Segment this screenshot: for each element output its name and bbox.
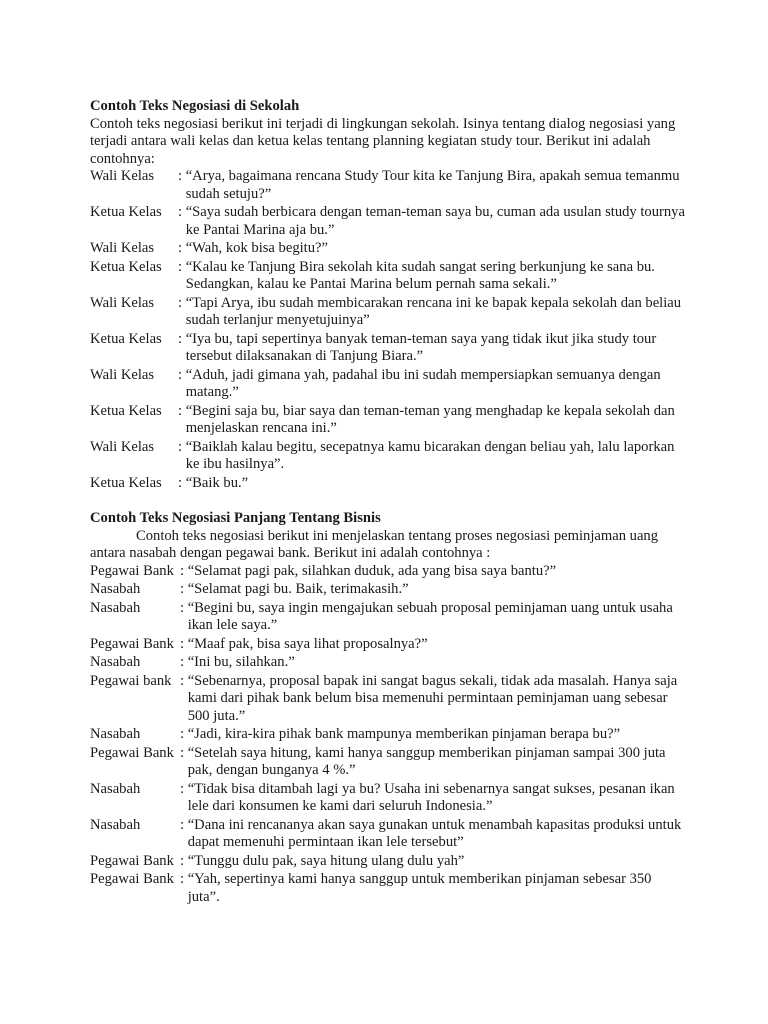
dialogue-text: “Iya bu, tapi sepertinya banyak teman-teman saya yang tidak ikut jika study tour tersebut dilaksanakan di Tanjung Biara.” [185, 330, 657, 364]
dialogue-text: “Sebenarnya, proposal bapak ini sangat bagus sekali, tidak ada masalah. Hanya saja kami dari pihak bank belum bisa memenuhi permintaan peminjaman uang sebesar 500 juta.” [187, 672, 678, 724]
dialogue-line: Nasabah : “Dana ini rencananya akan saya gunakan untuk menambah kapasitas produksi untuk dapat memenuhi permintaan ikan lele tersebut” [90, 817, 686, 852]
dialogue-line: Pegawai bank : “Sebenarnya, proposal bapak ini sangat bagus sekali, tidak ada masalah. Hanya saja kami dari pihak bank belum bisa memenuhi permintaan peminjaman uang sebesar 500 juta.” [90, 673, 686, 726]
dialogue-text: “Arya, bagaimana rencana Study Tour kita ke Tanjung Bira, apakah semua temanmu sudah setuju?” [185, 168, 680, 202]
dialogue-text: “Tidak bisa ditambah lagi ya bu? Usaha ini sebenarnya sangat sukses, pesanan ikan lele dari konsumen ke kami dari seluruh Indonesia.” [187, 780, 675, 814]
dialogue-text: “Selamat pagi bu. Baik, terimakasih.” [187, 581, 409, 597]
speaker-name: Wali Kelas [90, 366, 155, 383]
dialogue-line: Wali Kelas : “Baiklah kalau begitu, secepatnya kamu bicarakan dengan beliau yah, lalu laporkan ke ibu hasilnya”. [90, 439, 686, 474]
dialogue-text: “Tunggu dulu pak, saya hitung ulang dulu yah” [187, 852, 465, 869]
speaker-name: Wali Kelas [90, 240, 155, 256]
speaker-name: Wali Kelas [90, 168, 155, 184]
speaker-name: Nasabah [90, 581, 141, 597]
document-page [90, 98, 686, 907]
dialogue-line: Pegawai Bank : “Setelah saya hitung, kami hanya sanggup memberikan pinjaman sampai 300 juta pak, dengan bunganya 4 %.” [90, 745, 686, 780]
dialogue-text: “Saya sudah berbicara dengan teman-teman saya bu, cuman ada usulan study tournya ke Pantai Marina aja bu.” [185, 204, 685, 238]
dialogue-list [90, 168, 686, 493]
dialogue-text: “Jadi, kira-kira pihak bank mampunya memberikan pinjaman berapa bu?” [187, 726, 621, 742]
section-school-negotiation [90, 98, 686, 493]
speaker-name: Wali Kelas [90, 294, 155, 311]
dialogue-text: “Baiklah kalau begitu, secepatnya kamu bicarakan dengan beliau yah, lalu laporkan ke ibu hasilnya”. [185, 438, 675, 472]
speaker-name: Nasabah [90, 726, 141, 742]
dialogue-text: “Aduh, jadi gimana yah, padahal ibu ini sudah mempersiapkan semuanya dengan matang.” [185, 366, 661, 400]
dialogue-text: “Begini bu, saya ingin mengajukan sebuah proposal peminjaman uang untuk usaha ikan lele saya.” [187, 599, 673, 633]
dialogue-line: Nasabah : “Jadi, kira-kira pihak bank mampunya memberikan pinjaman berapa bu?” [90, 726, 686, 744]
dialogue-line: Nasabah : “Begini bu, saya ingin mengajukan sebuah proposal peminjaman uang untuk usaha ikan lele saya.” [90, 600, 686, 635]
dialogue-line: Nasabah : “Tidak bisa ditambah lagi ya bu? Usaha ini sebenarnya sangat sukses, pesanan ikan lele dari konsumen ke kami dari seluruh Indonesia.” [90, 781, 686, 816]
speaker-name: Pegawai Bank [90, 744, 174, 761]
dialogue-line: Pegawai Bank : “Selamat pagi pak, silahkan duduk, ada yang bisa saya bantu?” [90, 563, 686, 581]
dialogue-line: Pegawai Bank : “Yah, sepertinya kami hanya sanggup untuk memberikan pinjaman sebesar 350 juta”. [90, 871, 686, 906]
dialogue-text: “Dana ini rencananya akan saya gunakan untuk menambah kapasitas produksi untuk dapat memenuhi permintaan ikan lele tersebut” [187, 816, 682, 850]
speaker-name: Nasabah [90, 654, 141, 670]
speaker-name: Ketua Kelas [90, 402, 162, 419]
section-title: Contoh Teks Negosiasi Panjang Tentang Bisnis [90, 510, 381, 526]
speaker-name: Wali Kelas [90, 438, 155, 455]
speaker-name: Ketua Kelas [90, 204, 162, 220]
dialogue-text: “Baik bu.” [185, 474, 249, 491]
dialogue-line: Nasabah : “Ini bu, silahkan.” [90, 654, 686, 672]
speaker-name: Pegawai Bank [90, 635, 174, 652]
dialogue-line: Ketua Kelas : “Saya sudah berbicara dengan teman-teman saya bu, cuman ada usulan study tournya ke Pantai Marina aja bu.” [90, 204, 685, 238]
dialogue-line: Pegawai Bank : “Tunggu dulu pak, saya hitung ulang dulu yah” [90, 853, 686, 871]
speaker-name: Pegawai bank [90, 672, 172, 689]
dialogue-line: Wali Kelas : “Aduh, jadi gimana yah, padahal ibu ini sudah mempersiapkan semuanya dengan matang.” [90, 367, 686, 402]
speaker-name: Pegawai Bank [90, 852, 174, 869]
dialogue-text: “Tapi Arya, ibu sudah membicarakan rencana ini ke bapak kepala sekolah dan beliau sudah terlanjur menyetujuinya” [185, 294, 682, 328]
section-intro: Contoh teks negosiasi berikut ini terjadi di lingkungan sekolah. Isinya tentang dialog negosiasi yang terjadi antara wali kelas dan ketua kelas tentang planning kegiatan study tour. Berikut ini adalah contohnya: [90, 115, 676, 167]
section-business-negotiation [90, 510, 686, 907]
speaker-name: Nasabah [90, 780, 141, 797]
dialogue-text: “Ini bu, silahkan.” [187, 654, 295, 670]
dialogue-line: Ketua Kelas : “Baik bu.” [90, 475, 686, 493]
dialogue-text: “Selamat pagi pak, silahkan duduk, ada yang bisa saya bantu?” [187, 562, 557, 579]
speaker-name: Pegawai Bank [90, 562, 174, 579]
dialogue-text: “Maaf pak, bisa saya lihat proposalnya?” [187, 635, 428, 652]
speaker-name: Ketua Kelas [90, 330, 162, 347]
dialogue-text: “Yah, sepertinya kami hanya sanggup untuk memberikan pinjaman sebesar 350 juta”. [187, 871, 652, 905]
section-intro: Contoh teks negosiasi berikut ini menjelaskan tentang proses negosiasi peminjaman uang antara nasabah dengan pegawai bank. Berikut ini adalah contohnya : [90, 527, 659, 561]
dialogue-text: “Setelah saya hitung, kami hanya sanggup memberikan pinjaman sampai 300 juta pak, dengan bunganya 4 %.” [187, 744, 666, 778]
speaker-name: Ketua Kelas [90, 258, 162, 275]
dialogue-line: Wali Kelas : “Wah, kok bisa begitu?” [90, 240, 686, 258]
speaker-name: Pegawai Bank [90, 871, 174, 887]
section-spacer [90, 493, 686, 510]
speaker-name: Nasabah [90, 599, 141, 616]
speaker-name: Nasabah [90, 816, 141, 833]
speaker-name: Ketua Kelas [90, 474, 162, 491]
dialogue-list [90, 563, 686, 908]
section-title: Contoh Teks Negosiasi di Sekolah [90, 98, 300, 114]
dialogue-line: Ketua Kelas : “Iya bu, tapi sepertinya banyak teman-teman saya yang tidak ikut jika study tour tersebut dilaksanakan di Tanjung Biara.” [90, 331, 686, 366]
dialogue-line: Pegawai Bank : “Maaf pak, bisa saya lihat proposalnya?” [90, 636, 686, 654]
dialogue-line: Ketua Kelas : “Kalau ke Tanjung Bira sekolah kita sudah sangat sering berkunjung ke sana bu. Sedangkan, kalau ke Pantai Marina belum pernah sama sekali.” [90, 259, 686, 294]
dialogue-line: Nasabah : “Selamat pagi bu. Baik, terimakasih.” [90, 581, 686, 599]
dialogue-line: Ketua Kelas : “Begini saja bu, biar saya dan teman-teman yang menghadap ke kepala sekolah dan menjelaskan rencana ini.” [90, 403, 686, 438]
dialogue-text: “Kalau ke Tanjung Bira sekolah kita sudah sangat sering berkunjung ke sana bu. Sedangkan, kalau ke Pantai Marina belum pernah sama sekali.” [185, 258, 655, 292]
dialogue-line: Wali Kelas : “Arya, bagaimana rencana Study Tour kita ke Tanjung Bira, apakah semua temanmu sudah setuju?” [90, 168, 686, 203]
dialogue-text: “Begini saja bu, biar saya dan teman-teman yang menghadap ke kepala sekolah dan menjelaskan rencana ini.” [185, 402, 675, 436]
dialogue-line: Wali Kelas : “Tapi Arya, ibu sudah membicarakan rencana ini ke bapak kepala sekolah dan beliau sudah terlanjur menyetujuinya” [90, 295, 686, 330]
dialogue-text: “Wah, kok bisa begitu?” [185, 240, 328, 256]
